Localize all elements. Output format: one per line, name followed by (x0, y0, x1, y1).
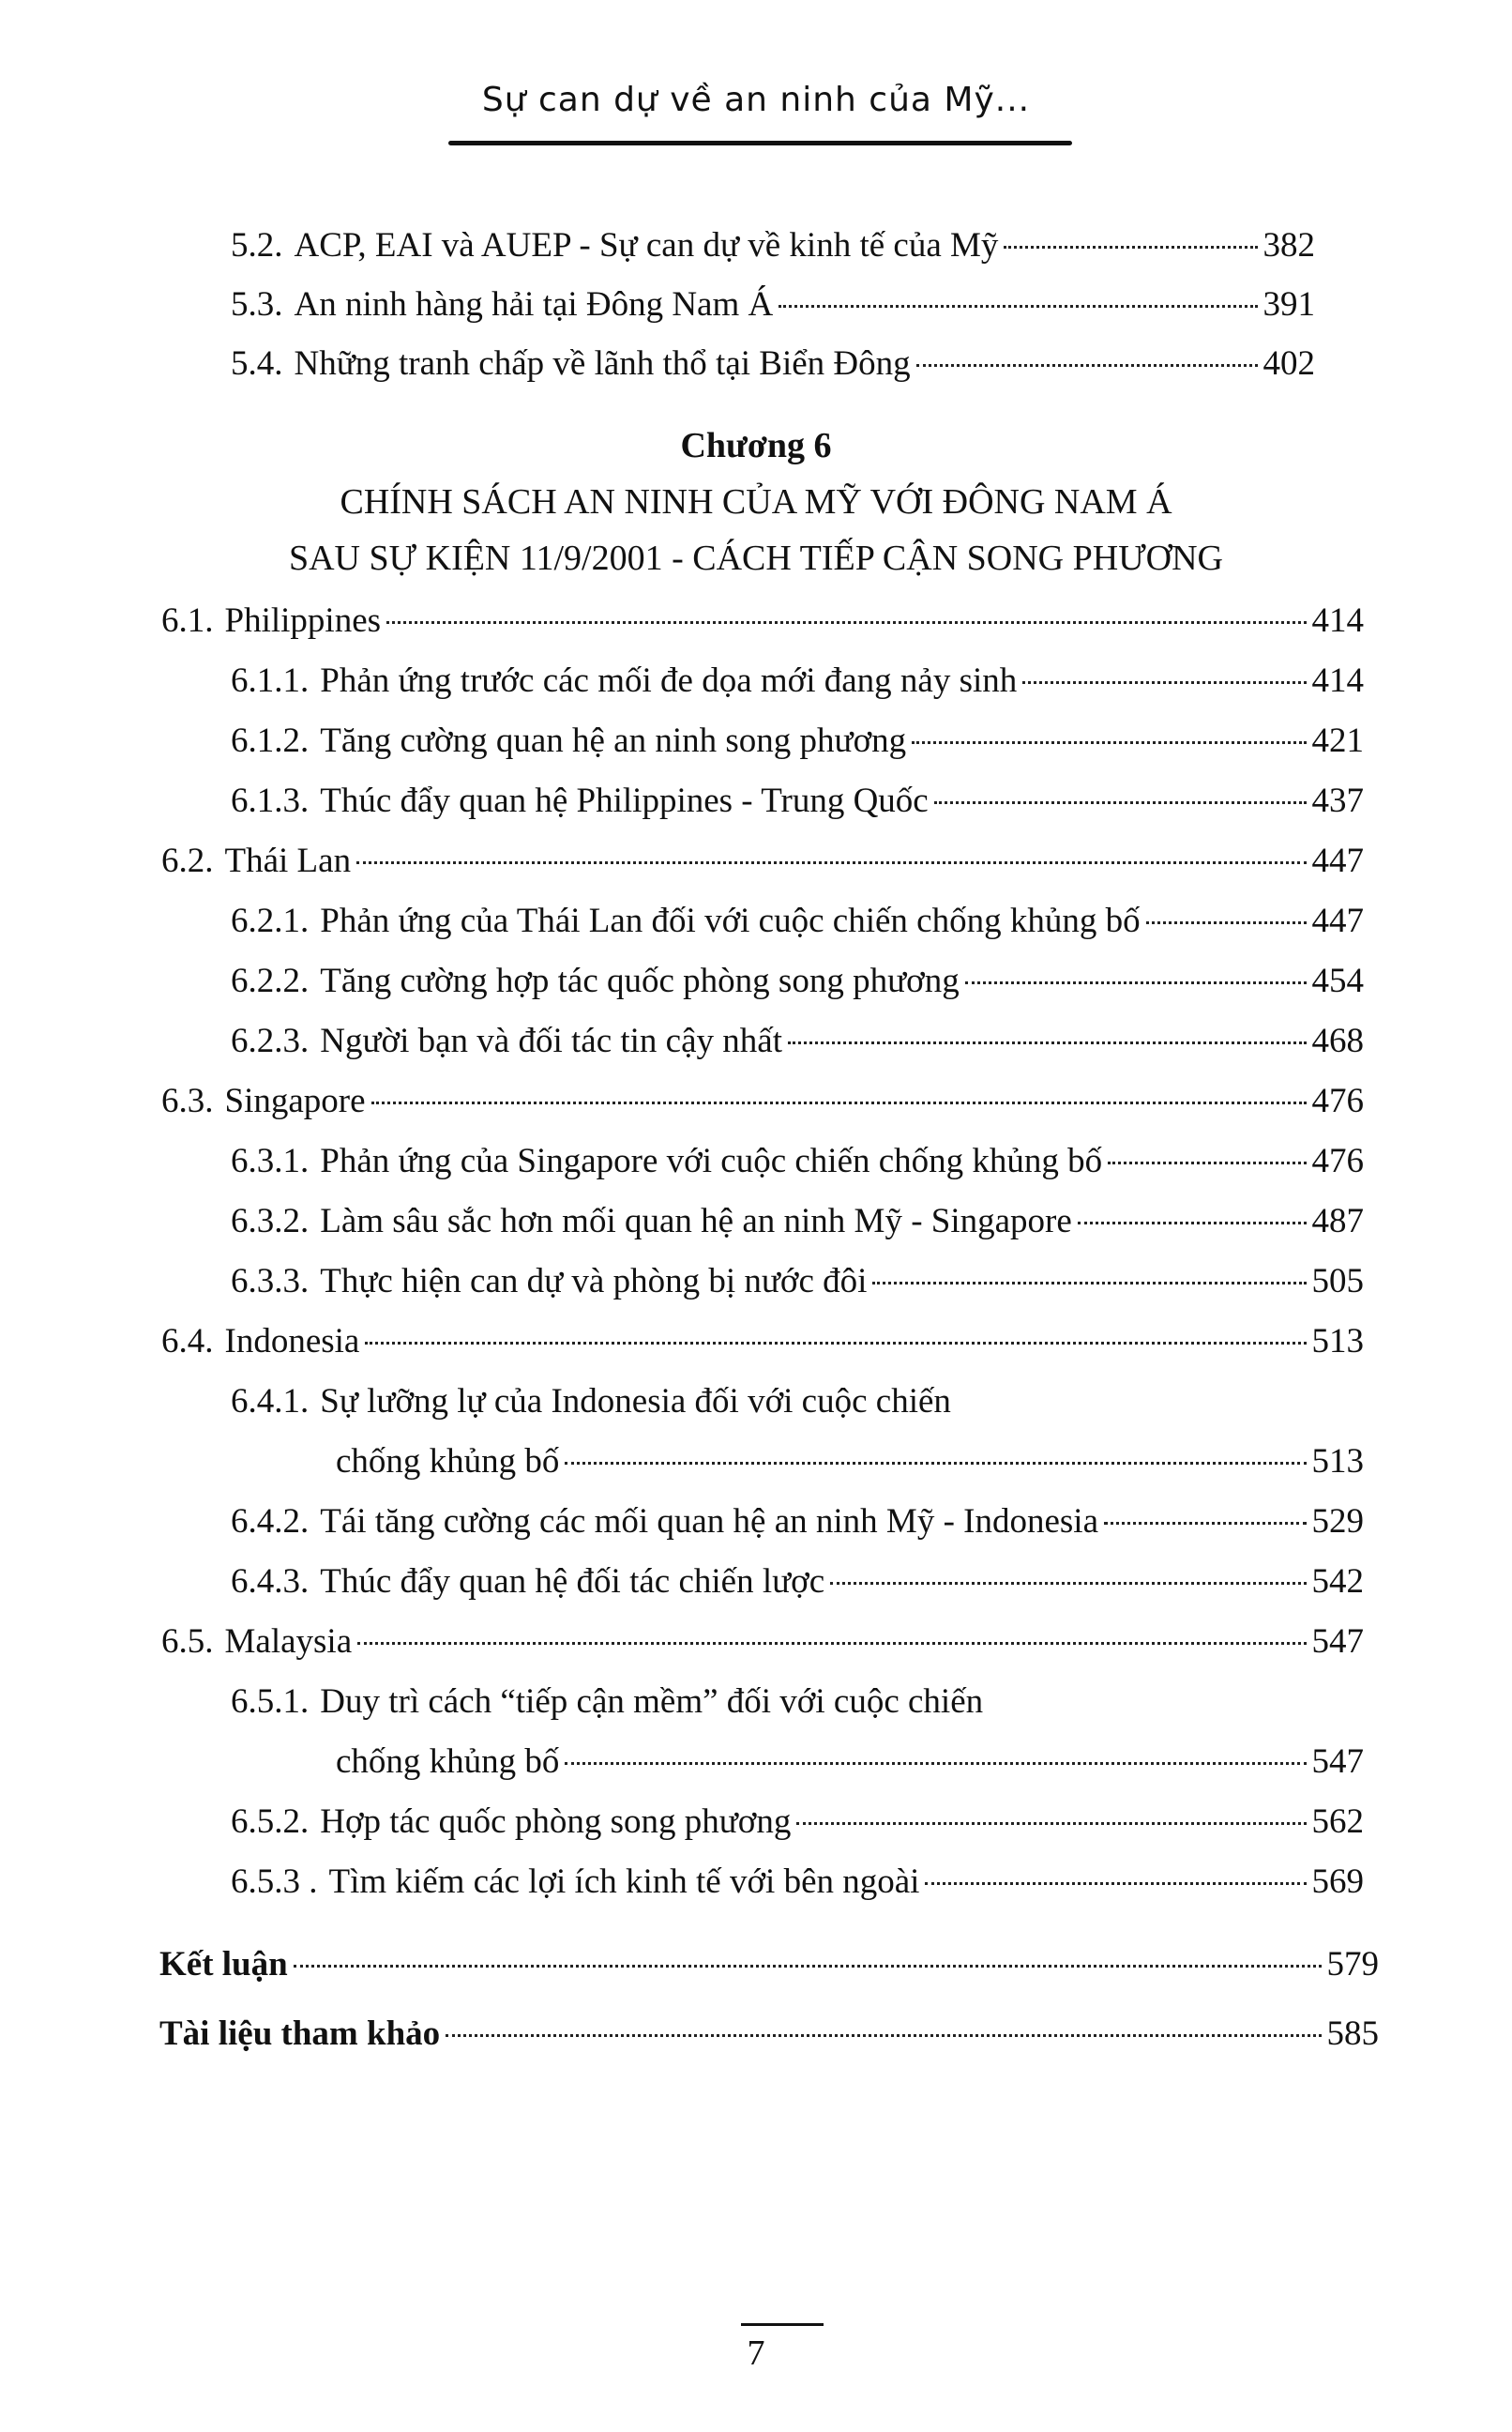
dot-leader (294, 1965, 1322, 1968)
toc-entry-6-3-1[interactable] (231, 1141, 1364, 1182)
entry-title: Philippines (224, 601, 382, 640)
entry-page: 437 (1311, 782, 1364, 820)
entry-title: Phản ứng của Singapore với cuộc chiến chống khủng bố (320, 1142, 1103, 1180)
entry-number: 6.2. (161, 842, 214, 880)
dot-leader (830, 1582, 1306, 1585)
entry-title: Malaysia (224, 1622, 353, 1661)
dot-leader (565, 1462, 1306, 1465)
toc-entry-6-5-1-cont[interactable] (336, 1741, 1364, 1783)
dot-leader (365, 1342, 1306, 1345)
footer-rule (741, 2323, 824, 2326)
entry-page: 454 (1311, 962, 1364, 1000)
entry-number: 6.4.1. (231, 1382, 310, 1421)
entry-number: 6.1.1. (231, 661, 310, 700)
toc-entry-6-2-1[interactable] (231, 901, 1364, 942)
dot-leader (446, 2034, 1321, 2037)
entry-title: Làm sâu sắc hơn mối quan hệ an ninh Mỹ - Singapore (320, 1202, 1072, 1240)
toc-entry-6-5[interactable] (161, 1621, 1364, 1663)
entry-title: Duy trì cách “tiếp cận mềm” đối với cuộc chiến (320, 1682, 984, 1721)
entry-title: Tăng cường quan hệ an ninh song phương (320, 722, 907, 760)
dot-leader (371, 1102, 1307, 1104)
toc-entry-5-3[interactable] (231, 284, 1315, 326)
dot-leader (912, 741, 1306, 744)
entry-page: 476 (1311, 1082, 1364, 1120)
entry-page: 447 (1311, 902, 1364, 940)
entry-title: Sự lưỡng lự của Indonesia đối với cuộc chiến (320, 1382, 951, 1421)
chapter-title-line2: SAU SỰ KIỆN 11/9/2001 - CÁCH TIẾP CẬN SONG PHƯƠNG (288, 539, 1223, 578)
toc-entry-6-3-2[interactable] (231, 1201, 1364, 1242)
toc-entry-6-2-3[interactable] (231, 1021, 1364, 1062)
running-head: Sự can dự về an ninh của Mỹ... (481, 81, 1031, 119)
entry-page: 547 (1311, 1622, 1364, 1661)
entry-title: An ninh hàng hải tại Đông Nam Á (294, 285, 774, 324)
toc-entry-5-4[interactable] (231, 343, 1315, 385)
entry-page: 382 (1263, 226, 1315, 265)
entry-title: Singapore (224, 1082, 366, 1120)
entry-page: 579 (1326, 1945, 1379, 1984)
dot-leader (357, 1642, 1306, 1645)
entry-page: 421 (1311, 722, 1364, 760)
dot-leader (872, 1282, 1306, 1284)
entry-title: Người bạn và đối tác tin cậy nhất (320, 1022, 782, 1060)
entry-number: 6.1. (161, 601, 214, 640)
dot-leader (1146, 921, 1307, 924)
dot-leader (565, 1762, 1306, 1765)
toc-entry-6-5-2[interactable] (231, 1801, 1364, 1843)
toc-entry-6-4-2[interactable] (231, 1501, 1364, 1543)
dot-leader (1004, 246, 1257, 249)
entry-page: 513 (1311, 1322, 1364, 1360)
toc-entry-6-3[interactable] (161, 1081, 1364, 1122)
entry-page: 529 (1311, 1502, 1364, 1541)
entry-title: Kết luận (159, 1945, 288, 1984)
page-number: 7 (747, 2333, 765, 2373)
entry-number: 6.5.2. (231, 1802, 310, 1841)
entry-page: 402 (1263, 344, 1315, 383)
entry-title: Tăng cường hợp tác quốc phòng song phương (320, 962, 960, 1000)
entry-title-continued: chống khủng bố (336, 1742, 560, 1781)
toc-entry-6-1-2[interactable] (231, 721, 1364, 762)
entry-page: 505 (1311, 1262, 1364, 1300)
toc-entry-references[interactable] (159, 2014, 1379, 2055)
toc-entry-6-1[interactable] (161, 600, 1364, 642)
dot-leader (1022, 681, 1306, 684)
entry-page: 414 (1311, 661, 1364, 700)
dot-leader (934, 801, 1307, 804)
entry-page: 468 (1311, 1022, 1364, 1060)
entry-title: ACP, EAI và AUEP - Sự can dự về kinh tế của Mỹ (294, 226, 999, 265)
entry-number: 6.4.3. (231, 1562, 310, 1601)
dot-leader (779, 305, 1257, 308)
entry-title: Phản ứng của Thái Lan đối với cuộc chiến chống khủng bố (320, 902, 1141, 940)
entry-page: 569 (1311, 1862, 1364, 1901)
toc-entry-6-5-1[interactable] (231, 1681, 1364, 1723)
entry-page: 487 (1311, 1202, 1364, 1240)
dot-leader (916, 364, 1258, 367)
dot-leader (1108, 1162, 1306, 1164)
dot-leader (788, 1041, 1307, 1044)
toc-entry-5-2[interactable] (231, 225, 1315, 266)
dot-leader (796, 1822, 1306, 1825)
entry-page: 476 (1311, 1142, 1364, 1180)
entry-page: 391 (1263, 285, 1315, 324)
entry-title: Phản ứng trước các mối đe dọa mới đang nảy sinh (320, 661, 1018, 700)
dot-leader (386, 621, 1306, 624)
dot-leader (356, 861, 1306, 864)
entry-page: 447 (1311, 842, 1364, 880)
entry-title: Thúc đẩy quan hệ đối tác chiến lược (320, 1562, 825, 1601)
entry-title: Tìm kiếm các lợi ích kinh tế với bên ngoài (328, 1862, 920, 1901)
dot-leader (965, 981, 1307, 984)
entry-number: 6.2.1. (231, 902, 310, 940)
toc-entry-6-4-1-cont[interactable] (336, 1441, 1364, 1482)
toc-entry-6-2-2[interactable] (231, 961, 1364, 1002)
entry-number: 6.1.3. (231, 782, 310, 820)
entry-page: 513 (1311, 1442, 1364, 1481)
entry-number: 6.3.1. (231, 1142, 310, 1180)
toc-entry-6-1-3[interactable] (231, 781, 1364, 822)
entry-title: Indonesia (224, 1322, 360, 1360)
entry-number: 6.3. (161, 1082, 214, 1120)
chapter-title-line1: CHÍNH SÁCH AN NINH CỦA MỸ VỚI ĐÔNG NAM Á (340, 482, 1172, 522)
entry-title-continued: chống khủng bố (336, 1442, 560, 1481)
entry-title: Hợp tác quốc phòng song phương (320, 1802, 792, 1841)
toc-entry-conclusion[interactable] (159, 1944, 1379, 1985)
toc-entry-6-1-1[interactable] (231, 661, 1364, 702)
entry-number: 6.5.1. (231, 1682, 310, 1721)
toc-entry-6-4-3[interactable] (231, 1561, 1364, 1603)
entry-title: Những tranh chấp về lãnh thổ tại Biển Đông (294, 344, 911, 383)
entry-number: 5.4. (231, 344, 283, 383)
entry-page: 542 (1311, 1562, 1364, 1601)
entry-number: 6.2.3. (231, 1022, 310, 1060)
toc-entry-6-4[interactable] (161, 1321, 1364, 1362)
toc-entry-6-4-1[interactable] (231, 1381, 1364, 1422)
entry-title: Thực hiện can dự và phòng bị nước đôi (320, 1262, 868, 1300)
dot-leader (925, 1882, 1306, 1885)
entry-number: 6.5. (161, 1622, 214, 1661)
dot-leader (1078, 1222, 1307, 1224)
entry-title: Thái Lan (224, 842, 352, 880)
entry-number: 6.2.2. (231, 962, 310, 1000)
dot-leader (1104, 1522, 1307, 1525)
toc-entry-6-3-3[interactable] (231, 1261, 1364, 1302)
entry-page: 547 (1311, 1742, 1364, 1781)
toc-entry-6-2[interactable] (161, 841, 1364, 882)
entry-title: Tái tăng cường các mối quan hệ an ninh Mỹ - Indonesia (320, 1502, 1098, 1541)
entry-page: 562 (1311, 1802, 1364, 1841)
entry-page: 414 (1311, 601, 1364, 640)
entry-number: 5.3. (231, 285, 283, 324)
chapter-label: Chương 6 (680, 426, 832, 465)
entry-number: 6.4. (161, 1322, 214, 1360)
entry-number: 5.2. (231, 226, 283, 265)
entry-title: Tài liệu tham khảo (159, 2014, 441, 2053)
entry-number: 6.5.3 . (231, 1862, 318, 1901)
entry-page: 585 (1326, 2014, 1379, 2053)
entry-number: 6.3.3. (231, 1262, 310, 1300)
entry-number: 6.1.2. (231, 722, 310, 760)
entry-title: Thúc đẩy quan hệ Philippines - Trung Quốc (320, 782, 929, 820)
toc-entry-6-5-3[interactable] (231, 1862, 1364, 1903)
entry-number: 6.4.2. (231, 1502, 310, 1541)
header-rule (448, 141, 1072, 145)
entry-number: 6.3.2. (231, 1202, 310, 1240)
